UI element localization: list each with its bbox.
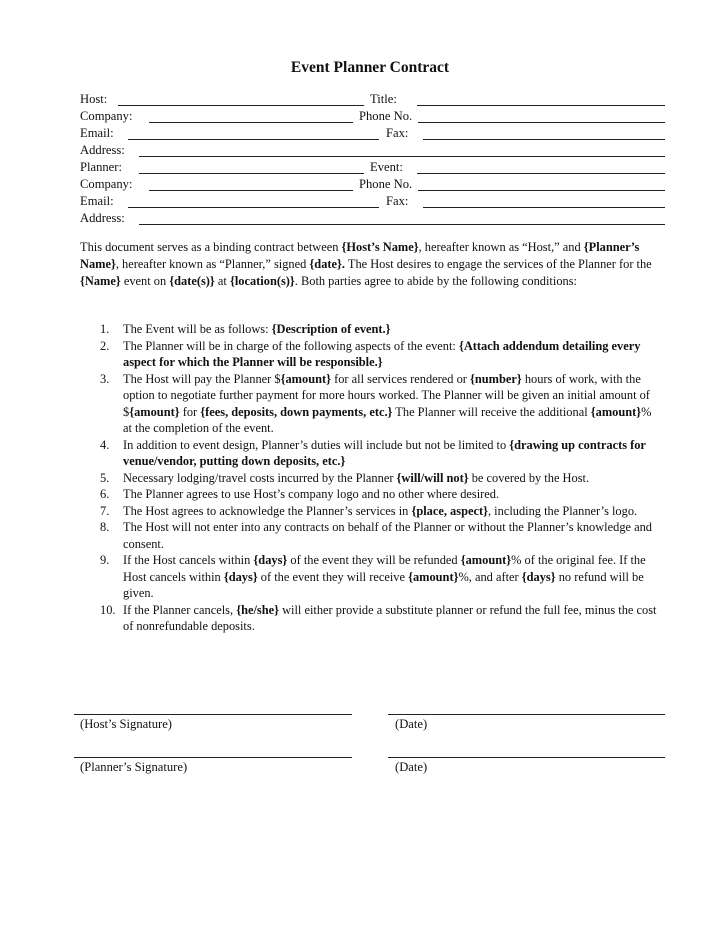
planner-address-field-line[interactable]	[139, 224, 665, 225]
body-text: If the Planner cancels,	[123, 602, 237, 617]
condition-item	[80, 552, 660, 602]
condition-item	[80, 470, 660, 487]
planner-label: Planner:	[80, 160, 122, 174]
body-text: no refund will be given.	[123, 569, 644, 600]
body-text: The Host will pay the Planner $	[123, 371, 281, 386]
placeholder-text: {days}	[521, 569, 556, 584]
body-text: If the Host cancels within	[123, 553, 254, 567]
condition-number: 5.	[100, 470, 110, 485]
host-address-field-line[interactable]	[139, 156, 665, 157]
placeholder-text: {amount}	[460, 553, 512, 567]
address-label: Address:	[80, 211, 125, 225]
placeholder-text: {amount}	[280, 371, 331, 386]
condition-item	[80, 321, 660, 338]
fax-label: Fax:	[386, 126, 409, 140]
placeholder-text: {Host’s Name}	[341, 240, 419, 254]
body-text: for all services rendered or	[331, 371, 470, 386]
placeholder-text: {Description of event.}	[271, 322, 391, 336]
body-text: event on	[120, 274, 170, 288]
planner-fax-field-line[interactable]	[423, 207, 665, 208]
body-text: of the event they will be refunded	[287, 553, 461, 567]
planner-company-row	[80, 177, 665, 194]
placeholder-text: {fees, deposits, down payments, etc.}	[200, 404, 393, 419]
condition-number: 6.	[100, 487, 110, 501]
placeholder-text: {Name}	[80, 274, 121, 288]
condition-item	[80, 437, 660, 470]
condition-number: 10.	[100, 602, 116, 617]
body-text: The Host desires to engage the services of the Planner for the	[345, 257, 652, 271]
placeholder-text: {amount}	[129, 404, 180, 419]
body-text: %, and after	[458, 569, 522, 584]
body-text: Necessary lodging/travel costs incurred by the Planner	[123, 470, 397, 485]
placeholder-text: {days}	[253, 553, 288, 567]
body-text: The Planner will receive the additional	[392, 404, 591, 419]
planner-email-row	[80, 194, 665, 211]
placeholder-text: {Planner’s Name}	[80, 240, 640, 271]
condition-number: 4.	[100, 437, 110, 452]
condition-number: 1.	[100, 322, 110, 336]
host-signature-line[interactable]	[74, 714, 352, 715]
planner-email-field-line[interactable]	[128, 207, 379, 208]
planner-date-line[interactable]	[388, 757, 665, 758]
title-field-line[interactable]	[417, 105, 665, 106]
fax-label: Fax:	[386, 194, 409, 208]
body-text: In addition to event design, Planner’s duties will include but not be limited to	[123, 437, 510, 452]
company-label: Company:	[80, 109, 133, 123]
condition-number: 3.	[100, 371, 110, 386]
host-company-row	[80, 109, 665, 126]
phone-label: Phone No.	[359, 109, 413, 123]
host-email-field-line[interactable]	[128, 139, 379, 140]
host-email-row	[80, 126, 665, 143]
email-label: Email:	[80, 126, 114, 140]
company-label: Company:	[80, 177, 133, 191]
host-company-field-line[interactable]	[149, 122, 353, 123]
placeholder-text: {amount}	[408, 569, 459, 584]
host-address-row	[80, 143, 665, 160]
event-label: Event:	[370, 160, 403, 174]
body-text: , hereafter known as “Host,” and	[418, 240, 584, 254]
body-text: This document serves as a binding contract between	[80, 240, 342, 254]
condition-item	[80, 338, 660, 371]
host-fax-field-line[interactable]	[423, 139, 665, 140]
body-text: The Event will be as follows:	[123, 322, 272, 336]
event-field-line[interactable]	[417, 173, 665, 174]
condition-item	[80, 486, 660, 503]
condition-number: 9.	[100, 553, 110, 567]
body-text: . Both parties agree to abide by the following conditions:	[294, 274, 577, 288]
body-text: % of the original fee. If the Host cancels within	[123, 553, 646, 584]
conditions-list	[80, 321, 660, 635]
planner-phone-field-line[interactable]	[418, 190, 665, 191]
placeholder-text: {date}.	[309, 257, 345, 271]
placeholder-text: {Attach addendum detailing every aspect for which the Planner will be responsible.}	[123, 338, 641, 369]
body-text: hours of work, with the option to negotiate further payment for more hours worked. The Planner will be given an initial amount of $	[123, 371, 650, 419]
host-date-line[interactable]	[388, 714, 665, 715]
planner-row	[80, 160, 665, 177]
email-label: Email:	[80, 194, 114, 208]
body-text: , including the Planner’s logo.	[487, 503, 638, 518]
condition-item	[80, 602, 660, 635]
planner-field-line[interactable]	[139, 173, 364, 174]
placeholder-text: {number}	[469, 371, 522, 386]
host-phone-field-line[interactable]	[418, 122, 665, 123]
placeholder-text: {place, aspect}	[411, 503, 488, 518]
body-text: The Planner agrees to use Host’s company logo and no other where desired.	[123, 487, 500, 501]
body-text: for	[179, 404, 201, 419]
title-label: Title:	[370, 92, 397, 106]
placeholder-text: {amount}	[590, 404, 642, 419]
condition-item	[80, 519, 660, 552]
condition-item	[80, 371, 660, 437]
body-text: , hereafter known as “Planner,” signed	[115, 257, 310, 271]
condition-number: 8.	[100, 520, 110, 534]
body-text: The Host will not enter into any contracts on behalf of the Planner or without the Planner’s knowledge and consent.	[123, 520, 652, 551]
planner-date-label: (Date)	[395, 760, 428, 774]
phone-label: Phone No.	[359, 177, 413, 191]
document-title: Event Planner Contract	[290, 59, 450, 76]
placeholder-text: {date(s)}	[169, 274, 215, 288]
condition-number: 7.	[100, 503, 110, 518]
planner-signature-line[interactable]	[74, 757, 352, 758]
condition-item	[80, 503, 660, 520]
body-text: The Host agrees to acknowledge the Planner’s services in	[123, 503, 412, 518]
placeholder-text: {he/she}	[236, 602, 279, 617]
host-date-label: (Date)	[395, 717, 428, 731]
body-text: at	[214, 274, 230, 288]
body-text: The Planner will be in charge of the following aspects of the event:	[123, 338, 459, 353]
body-text: of the event they will receive	[257, 569, 409, 584]
body-text: be covered by the Host.	[468, 470, 590, 485]
planner-company-field-line[interactable]	[149, 190, 353, 191]
placeholder-text: {will/will not}	[396, 470, 469, 485]
host-field-line[interactable]	[118, 105, 364, 106]
host-row	[80, 92, 665, 109]
address-label: Address:	[80, 143, 125, 157]
placeholder-text: {location(s)}	[229, 274, 295, 288]
planner-address-row	[80, 211, 665, 228]
placeholder-text: {days}	[223, 569, 258, 584]
condition-number: 2.	[100, 338, 110, 353]
planner-signature-label: (Planner’s Signature)	[80, 760, 188, 774]
intro-paragraph	[80, 239, 665, 290]
placeholder-text: {drawing up contracts for venue/vendor, putting down deposits, etc.}	[123, 437, 646, 468]
host-signature-label: (Host’s Signature)	[80, 717, 172, 731]
body-text: will either provide a substitute planner or refund the full fee, minus the cost of nonrefundable deposits.	[123, 602, 657, 633]
host-label: Host:	[80, 92, 108, 106]
body-text: % at the completion of the event.	[123, 404, 652, 435]
